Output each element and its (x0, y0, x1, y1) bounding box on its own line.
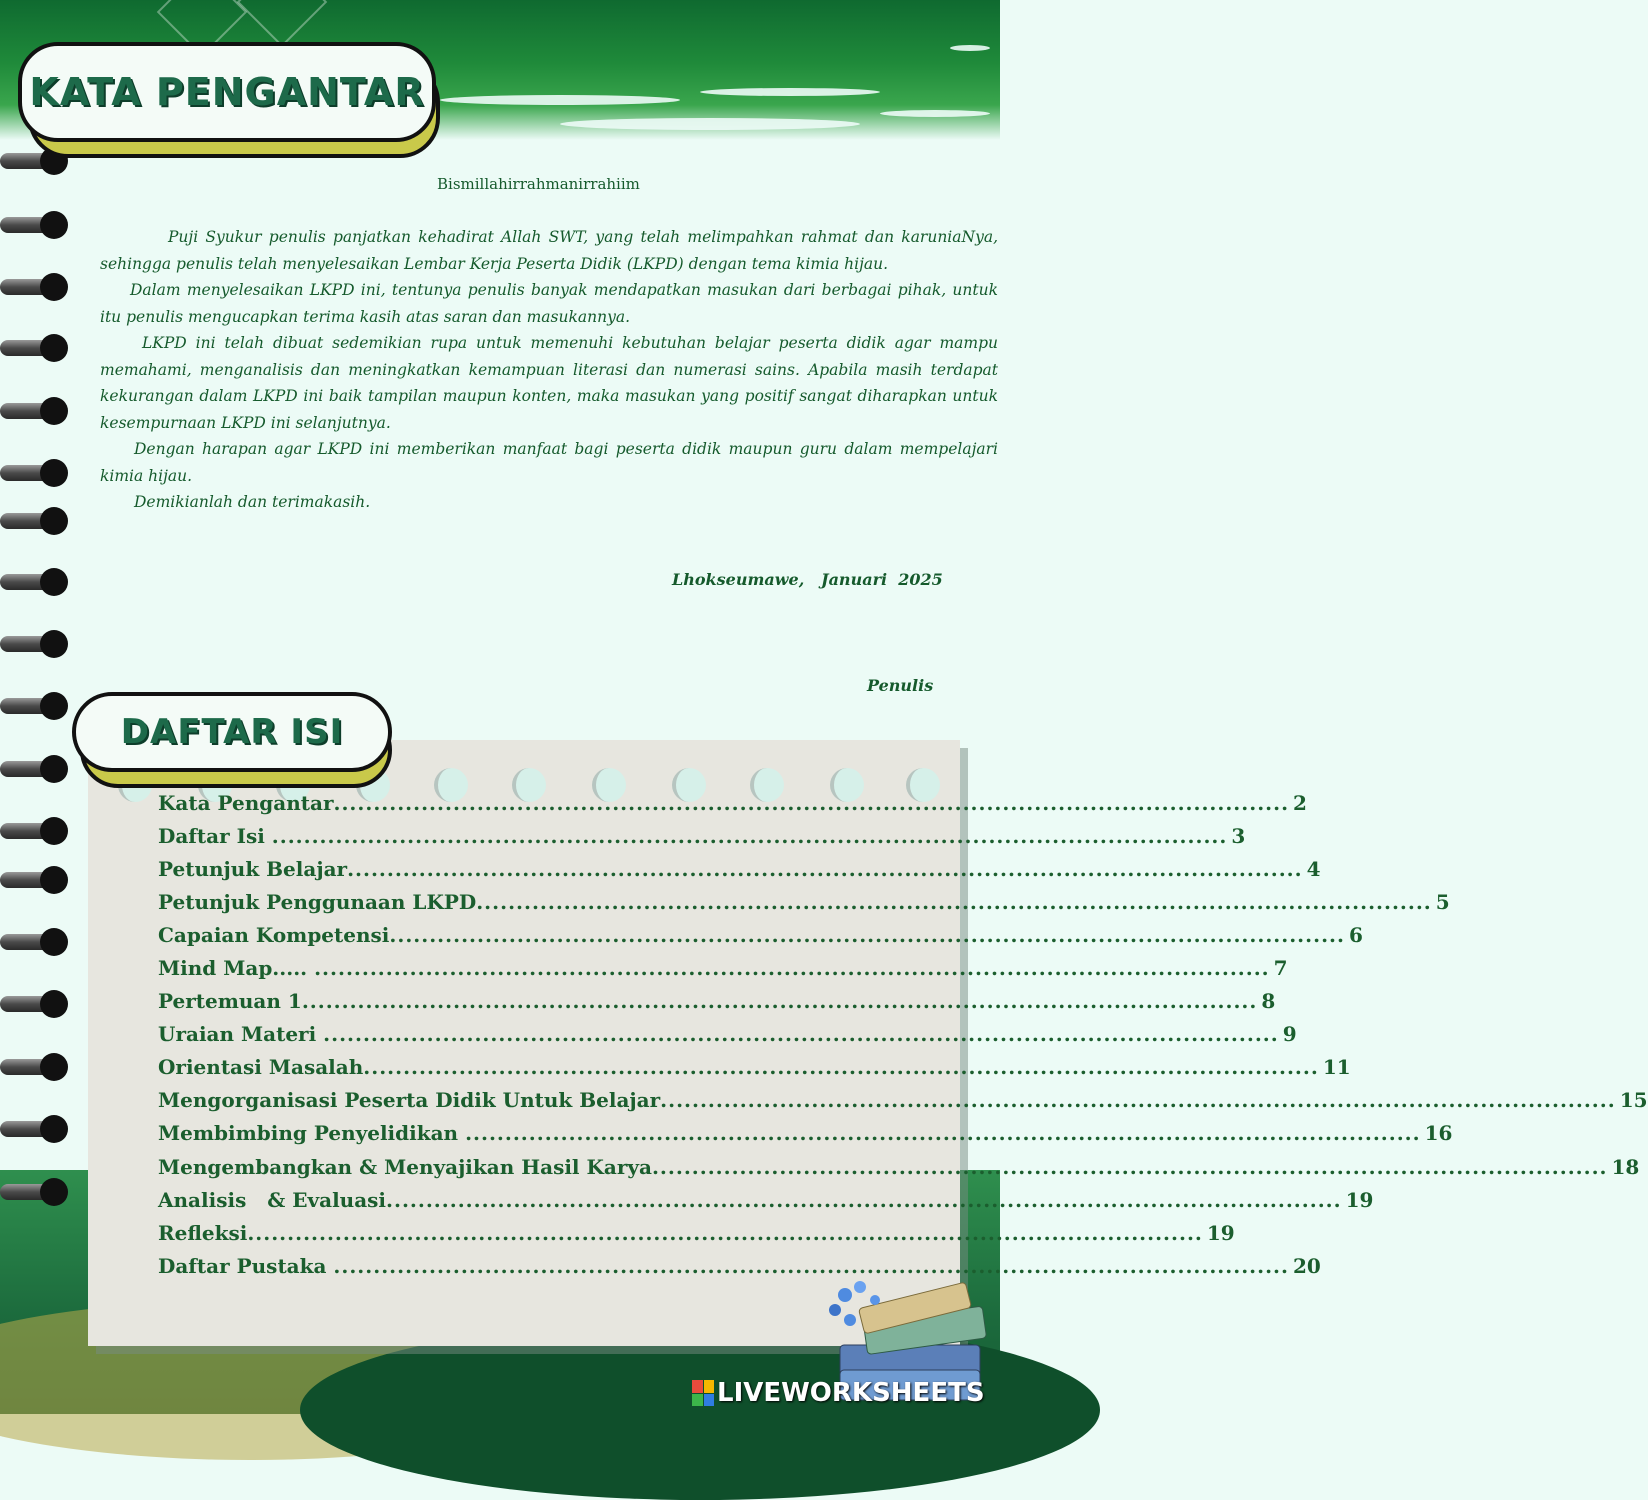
toc-entry-page: 16 (1424, 1121, 1453, 1146)
brush-streak (880, 110, 990, 117)
toc-entry-title: Mind Map..... (158, 956, 315, 981)
toc-entry-page: 6 (1348, 922, 1363, 947)
toc-entry-page: 3 (1231, 823, 1246, 848)
toc-leader-dots: ........................................................................................................................ (271, 823, 1228, 848)
toc-entry[interactable] (158, 951, 1288, 984)
toc-title: DAFTAR ISI (120, 712, 344, 752)
watermark-text: LIVEWORKSHEETS (717, 1378, 985, 1408)
toc-entry-page: 5 (1435, 889, 1450, 914)
toc-entry[interactable] (158, 852, 1321, 885)
toc-entry-title: Membimbing Penyelidikan (158, 1121, 466, 1146)
brush-streak (440, 95, 680, 105)
toc-entry-title: Orientasi Masalah (158, 1055, 364, 1080)
toc-entry-title: Petunjuk Penggunaan LKPD (158, 889, 477, 914)
toc-entry[interactable] (158, 1216, 1235, 1249)
toc-leader-dots: ........................................................................................................................ (247, 1220, 1203, 1245)
toc-entry[interactable] (158, 1150, 1640, 1183)
toc-entry[interactable] (158, 786, 1307, 819)
preface-body (100, 224, 998, 516)
toc-entry-page: 18 (1611, 1154, 1640, 1179)
toc-entry-title: Capaian Kompetensi (158, 922, 390, 947)
toc-entry-page: 11 (1322, 1055, 1351, 1080)
toc-entry[interactable] (158, 1084, 1648, 1117)
toc-entry-title: Mengembangkan & Menyajikan Hasil Karya (158, 1154, 652, 1179)
brush-streak (560, 118, 860, 130)
toc-leader-dots: ........................................................................................................................ (333, 1253, 1289, 1278)
toc-entry-page: 19 (1206, 1220, 1235, 1245)
toc-entry[interactable] (158, 1117, 1453, 1150)
toc-leader-dots: ........................................................................................................................ (363, 1055, 1319, 1080)
place-date: Lhokseumawe, Januari 2025 (672, 570, 943, 589)
toc-entry[interactable] (158, 1051, 1351, 1084)
toc-entry-page: 9 (1282, 1022, 1297, 1047)
toc-entry-page: 19 (1345, 1187, 1374, 1212)
toc-entry-title: Analisis & Evaluasi (158, 1187, 387, 1212)
preface-paragraph: Puji Syukur penulis panjatkan kehadirat Allah SWT, yang telah melimpahkan rahmat dan karuniaNya, sehingga penulis telah menyelesaikan Lembar Kerja Peserta Didik (LKPD) dengan tema kimia hijau. (100, 228, 998, 273)
toc-entry[interactable] (158, 819, 1246, 852)
toc-entry-page: 7 (1273, 956, 1288, 981)
hexagon-decoration (237, 0, 328, 47)
toc-leader-dots: ........................................................................................................................ (347, 856, 1303, 881)
preface-paragraph: Dalam menyelesaikan LKPD ini, tentunya penulis banyak mendapatkan masukan dari berbagai pihak, untuk itu penulis mengucapkan terima kasih atas saran dan masukannya. (100, 281, 998, 326)
preface-paragraph: Dengan harapan agar LKPD ini memberikan manfaat bagi peserta didik maupun guru dalam mempelajari kimia hijau. (100, 440, 998, 485)
toc-entry[interactable] (158, 885, 1450, 918)
toc-entry-title: Refleksi (158, 1220, 248, 1245)
toc-leader-dots: ........................................................................................................................ (476, 889, 1432, 914)
brush-streak (950, 45, 990, 51)
toc-entry-page: 15 (1619, 1088, 1648, 1113)
toc-leader-dots: ........................................................................................................................ (314, 956, 1270, 981)
toc-entry-page: 8 (1261, 989, 1276, 1014)
toc-leader-dots: ........................................................................................................................ (389, 922, 1345, 947)
brush-streak (700, 88, 880, 96)
preface-paragraph: LKPD ini telah dibuat sedemikian rupa untuk memenuhi kebutuhan belajar peserta didik agar mampu memahami, menganalisis dan meningkatkan kemampuan literasi dan numerasi sains. Apabila masih terdapat kekurangan dalam LKPD ini baik tampilan maupun konten, maka masukan yang positif sangat diharapkan untuk kesempurnaan LKPD ini selanjutnya. (100, 334, 998, 432)
liveworksheets-logo-icon (692, 1378, 985, 1408)
toc-entry-title: Mengorganisasi Peserta Didik Untuk Belajar (158, 1088, 661, 1113)
toc-entry[interactable] (158, 1183, 1374, 1216)
toc-entry-title: Daftar Isi (158, 823, 272, 848)
table-of-contents (158, 786, 1648, 1282)
basmala: Bismillahirrahmanirrahiim (437, 175, 640, 193)
toc-leader-dots: ........................................................................................................................ (386, 1187, 1342, 1212)
toc-entry-page: 20 (1292, 1253, 1321, 1278)
toc-leader-dots: ........................................................................................................................ (333, 790, 1290, 815)
toc-leader-dots: ........................................................................................................................ (323, 1022, 1279, 1047)
author-signature: Penulis (867, 676, 934, 695)
toc-entry[interactable] (158, 1018, 1297, 1051)
preface-paragraph: Demikianlah dan terimakasih. (134, 493, 371, 511)
toc-entry[interactable] (158, 1249, 1321, 1282)
toc-entry-page: 4 (1306, 856, 1321, 881)
liveworksheets-mark (692, 1380, 714, 1406)
toc-leader-dots: ........................................................................................................................ (301, 989, 1258, 1014)
toc-entry-title: Uraian Materi (158, 1022, 324, 1047)
toc-leader-dots: ........................................................................................................................ (651, 1154, 1608, 1179)
toc-entry[interactable] (158, 918, 1363, 951)
toc-entry-title: Kata Pengantar (158, 790, 334, 815)
toc-entry[interactable] (158, 985, 1276, 1018)
preface-title: KATA PENGANTAR (29, 70, 425, 114)
toc-entry-title: Daftar Pustaka (158, 1253, 334, 1278)
toc-leader-dots: ........................................................................................................................ (660, 1088, 1616, 1113)
toc-entry-page: 2 (1293, 790, 1307, 815)
toc-leader-dots: ........................................................................................................................ (465, 1121, 1421, 1146)
toc-entry-title: Pertemuan 1 (158, 989, 302, 1014)
toc-entry-title: Petunjuk Belajar (158, 856, 348, 881)
